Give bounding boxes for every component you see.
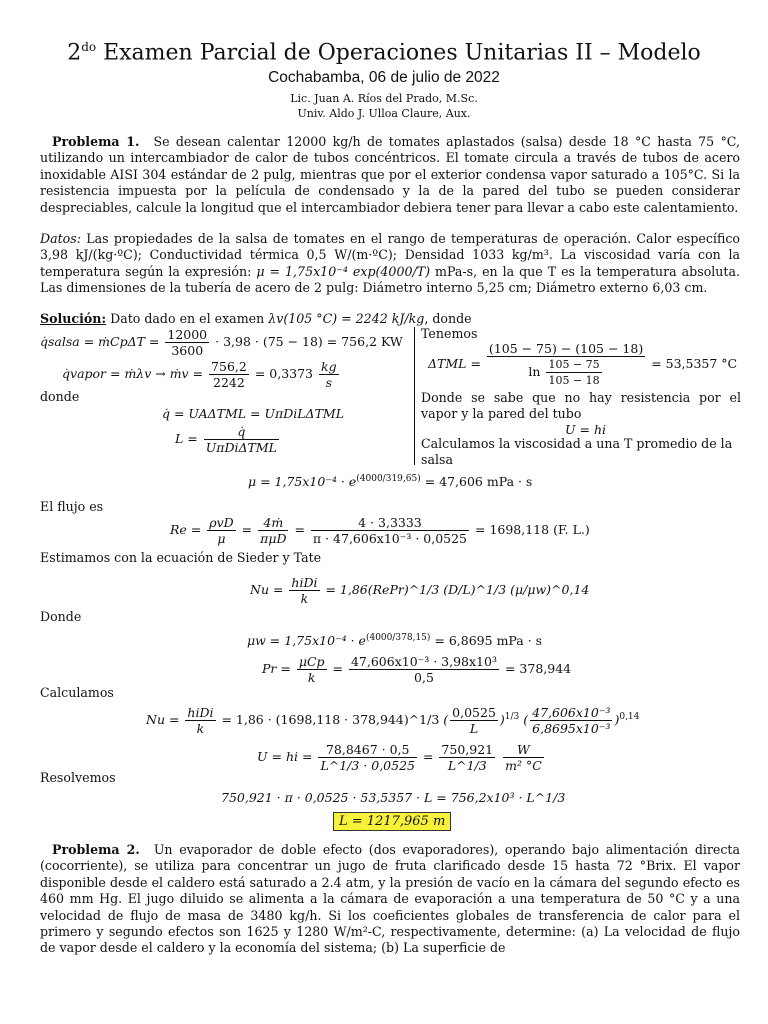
eq-nusselt: Nu = $\frac{\text{hiDi}}{k}$ = 1,86(RePr)^1/3 (D/L)^1/3 (μ/μw)^0,14 — [250, 575, 590, 606]
right-note-resistance: Donde se sabe que no hay resistencia por el vapor y la pared del tubo — [421, 390, 741, 422]
eq-reynolds: Re = $\frac{\text{ρvD}}{\mu}$ = $\frac{\text{4ṁ}}{\text{πμD}}$ = $\frac{4 \cdot 3,3333}{\text{π · 47,606x10⁻³ · 0,0525}}$ = 1698,118 (F. L.) — [170, 515, 590, 546]
eq-delta-tml: ΔTML = (105 − 75) − (105 − 18) ln $\frac{105 - 75}{105 - 18}$ = 53,5357 °C — [428, 341, 738, 387]
sieder-tate-label: Estimamos con la ecuación de Sieder y Tate — [40, 550, 322, 565]
problem1-statement: Problema 1. Se desean calentar 12000 kg/h de tomates aplastados (salsa) desde 18 °C hasta 75 °C, utilizando un intercambiador de calor de tubos concéntricos. El tomate circula a través de tubos de acero inoxidable AISI 304 estándar de 2 pulg, mientras que por el exterior condensa vapor saturado a 105°C. Si la resistencia impuesta por la película de condensado y la de la pared del tubo se pueden considerar despreciables, calcule la longitud que el intercambiador debiera tener para llevar a cabo este calentamiento. — [40, 134, 740, 215]
eq-q-salsa: q̇salsa = ṁCpΔT = $\frac{12000}{3600}$ · 3,98 · (75 − 18) = 756,2 KW — [40, 327, 403, 358]
right-note-viscosity: Calculamos la viscosidad a una T promedio de la salsa — [421, 436, 733, 468]
eq-nusselt-numeric: Nu = $\frac{\text{hiDi}}{k}$ = 1,86 · (1698,118 · 378,944)^1/3 ( $\frac{0,0525}{L}$ )$^{1/3}$ ( $\frac{\text{47,606x10⁻³}}{\text{6,8695x10⁻³}}$ )$^{0,14}$ — [146, 705, 640, 736]
eq-u-hi: U = hi — [565, 422, 607, 437]
eq-q-ua: q̇ = UAΔTML = UπDiLΔTML — [162, 406, 345, 421]
author-professor: Lic. Juan A. Ríos del Prado, M.Sc. — [290, 92, 478, 105]
city-date: Cochabamba, 06 de julio de 2022 — [268, 69, 500, 86]
flujo-label: El flujo es — [40, 499, 104, 514]
problem2-statement: Problema 2. Un evaporador de doble efecto (dos evaporadores), operando bajo alimentación directa (cocorriente), se utiliza para concentrar un jugo de fruta clarificado desde 15 hasta 72 °Brix. El vapor disponible desde el caldero está saturado a 2.4 atm, y la presión de vacío en la cámara del segundo efecto es 460 mm Hg. El jugo diluido se alimenta a la cámara de evaporación a una temperatura de 50 °C y a una velocidad de flujo de masa de 3480 kg/h. Si los coeficientes globales de transferencia de calor para el primero y segundo efectos son 1625 y 1280 W/m²-C, respectivamente, determine: (a) La velocidad de flujo de vapor desde el caldero y la economía del sistema; (b) La superficie de — [40, 842, 741, 956]
page-title: $2^{do}$ Examen Parcial de Operaciones Unitarias II – Modelo — [67, 40, 701, 66]
answer-highlight: L = 1217,965 m — [333, 812, 451, 831]
problem1-data: Datos: Las propiedades de la salsa de tomates en el rango de temperaturas de operación. Calor específico 3,98 kJ/(kg·ºC); Conductividad térmica 0,5 W/(m·ºC); Densidad 1033 kg/m³. La viscosidad varía con la temperatura según la expresión: μ = 1,75x10⁻⁴ exp(4000/T) mPa-s, en la que T es la temperatura absoluta. Las dimensiones de la tubería de acero de 2 pulg: Diámetro interno 5,25 cm; Diámetro externo 6,03 cm. — [40, 231, 740, 296]
author-assistant: Univ. Aldo J. Ulloa Claure, Aux. — [297, 107, 471, 120]
solution-line: Solución: Dato dado en el examen λv(105 °C) = 2242 kJ/kg, donde — [40, 311, 472, 326]
eq-prandtl: Pr = $\frac{\text{μCp}}{k}$ = $\frac{\text{47,606x10⁻³ · 3,98x10³}}{0,5}$ = 378,944 — [262, 654, 572, 685]
resolvemos-label: Resolvemos — [40, 770, 116, 785]
tenemos-label: Tenemos — [421, 326, 478, 341]
eq-length: L = $\frac{q̇}{\text{UπDiΔTML}}$ — [175, 424, 277, 455]
column-divider — [414, 327, 415, 465]
donde-label-2: Donde — [40, 609, 82, 624]
eq-u-hi-numeric: U = hi = $\frac{78,8467 \cdot 0,5}{L\^{}1/3 \cdot 0,0525}$ = $\frac{750,921}{L\^{}1/3}$ $\frac{W}{\text{m² °C}}$ — [257, 742, 542, 773]
donde-label-1: donde — [40, 389, 80, 404]
eq-final: 750,921 · π · 0,0525 · 53,5357 · L = 756,2x10³ · L^1/3 — [221, 790, 566, 805]
calculamos-label: Calculamos — [40, 685, 114, 700]
eq-q-vapor: q̇vapor = ṁλv → ṁv = $\frac{756,2}{2242}$ = 0,3373 $\frac{kg}{s}$ — [62, 359, 337, 390]
eq-mu-wall: $\mu w = 1,75x10^{-4} \cdot e^{(4000/378,15)} = 6,8695$ mPa · s — [247, 633, 543, 649]
eq-mu: $\mu = 1,75x10^{-4} \cdot e^{(4000/319,65)} = 47,606$ mPa · s — [248, 474, 533, 490]
